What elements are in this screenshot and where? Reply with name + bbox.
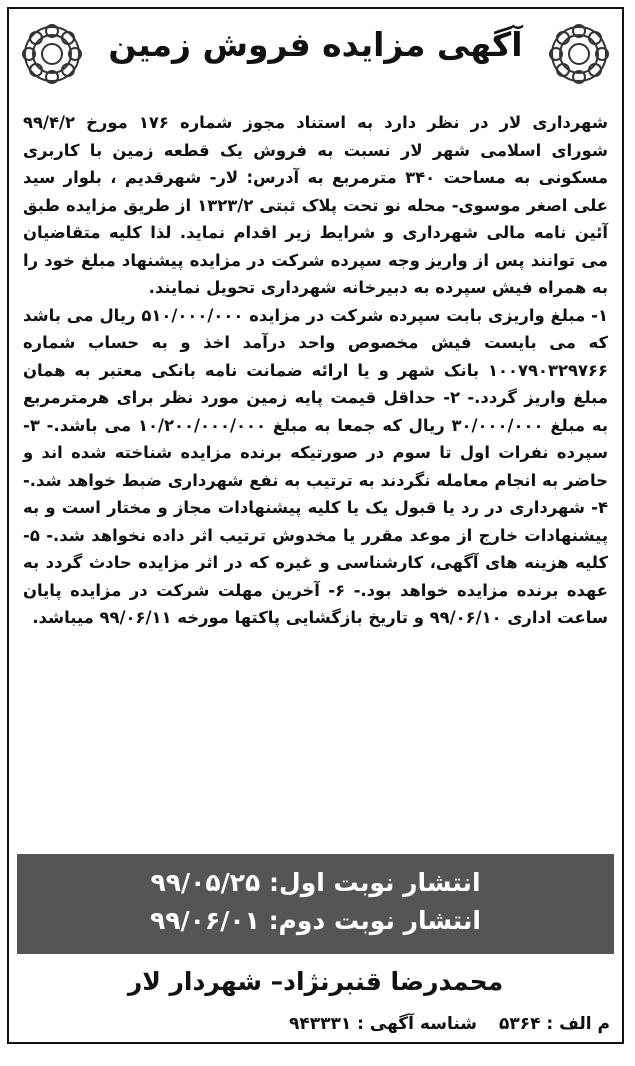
ad-intro-paragraph: شهرداری لار در نظر دارد به استناد مجوز شماره ۱۷۶ مورخ ۹۹/۴/۲ شورای اسلامی شهر لار نسبت به فروش یک قطعه زمین با کاربری مسکونی به مساحت ۳۴۰ مترمربع به آدرس: لار- شهرقدیم ، بلوار سید علی اصغر موسوی- محله نو تحت پلاک ثبتی ۱۳۲۳/۲ از طریق مزایده طبق آئین نامه مالی شهرداری و شرایط زیر اقدام نماید. لذا کلیه متقاضیان می توانند پس از واریز وجه سپرده شرکت در مزایده پیشنهاد مبلغ خود را به همراه فیش سپرده به دبیرخانه شهرداری تحویل نمایند. — [23, 113, 609, 297]
municipality-emblem-icon — [21, 23, 83, 85]
advertisement-frame — [7, 7, 624, 1044]
ad-code-left: م الف : ۵۳۶۴ — [499, 1014, 610, 1034]
ad-id: شناسه آگهی : ۹۴۳۳۳۱ — [288, 1014, 477, 1034]
municipality-emblem-icon — [548, 23, 610, 85]
mayor-signature: محمدرضا قنبرنژاد– شهردار لار — [127, 967, 504, 996]
ad-title: آگهی مزایده فروش زمین — [108, 25, 523, 64]
ad-conditions-paragraph: ۱- مبلغ واریزی بابت سپرده شرکت در مزایده ۵۱۰/۰۰۰/۰۰۰ ریال می باشد که می بایست فیش مخصوص واحد درآمد اخذ و به حساب شماره ۱۰۰۷۹۰۳۲۹۷۶۶ بانک شهر و یا ارائه ضمانت نامه بانکی معتبر به همان مبلغ واریز گردد.- ۲- حداقل قیمت پایه زمین مورد نظر برای هرمترمربع به مبلغ ۳۰/۰۰۰/۰۰۰ ریال که جمعا به مبلغ ۱۰/۲۰۰/۰۰۰/۰۰۰ می باشد.- ۳-سپرده نفرات اول تا سوم در صورتیکه برنده مزایده شناخته شده اند و حاضر به انجام معامله نگردند به ترتیب به نفع شهرداری ضبط خواهد شد.- ۴- شهرداری در رد یا قبول یک یا کلیه پیشنهادات مجاز و مختار است و به پیشنهادات خارج از موعد مقرر یا مخدوش ترتیب اثر داده نخواهد شد.- ۵- کلیه هزینه های آگهی، کارشناسی و غیره که در اثر مزایده حادث گردد به عهده برنده مزایده خواهد بود.- ۶- آخرین مهلت شرکت در مزایده پایان ساعت اداری ۹۹/۰۶/۱۰ و تاریخ بازگشایی پاکتها مورخه ۹۹/۰۶/۱۱ میباشد. — [23, 305, 609, 627]
ad-body — [23, 109, 608, 632]
publish-first-date: انتشار نوبت اول: ۹۹/۰۵/۲۵ — [150, 868, 481, 897]
publish-dates-band — [17, 854, 614, 954]
publish-second-date: انتشار نوبت دوم: ۹۹/۰۶/۰۱ — [150, 906, 481, 935]
ad-header — [9, 9, 622, 91]
ad-footer — [21, 1014, 610, 1034]
